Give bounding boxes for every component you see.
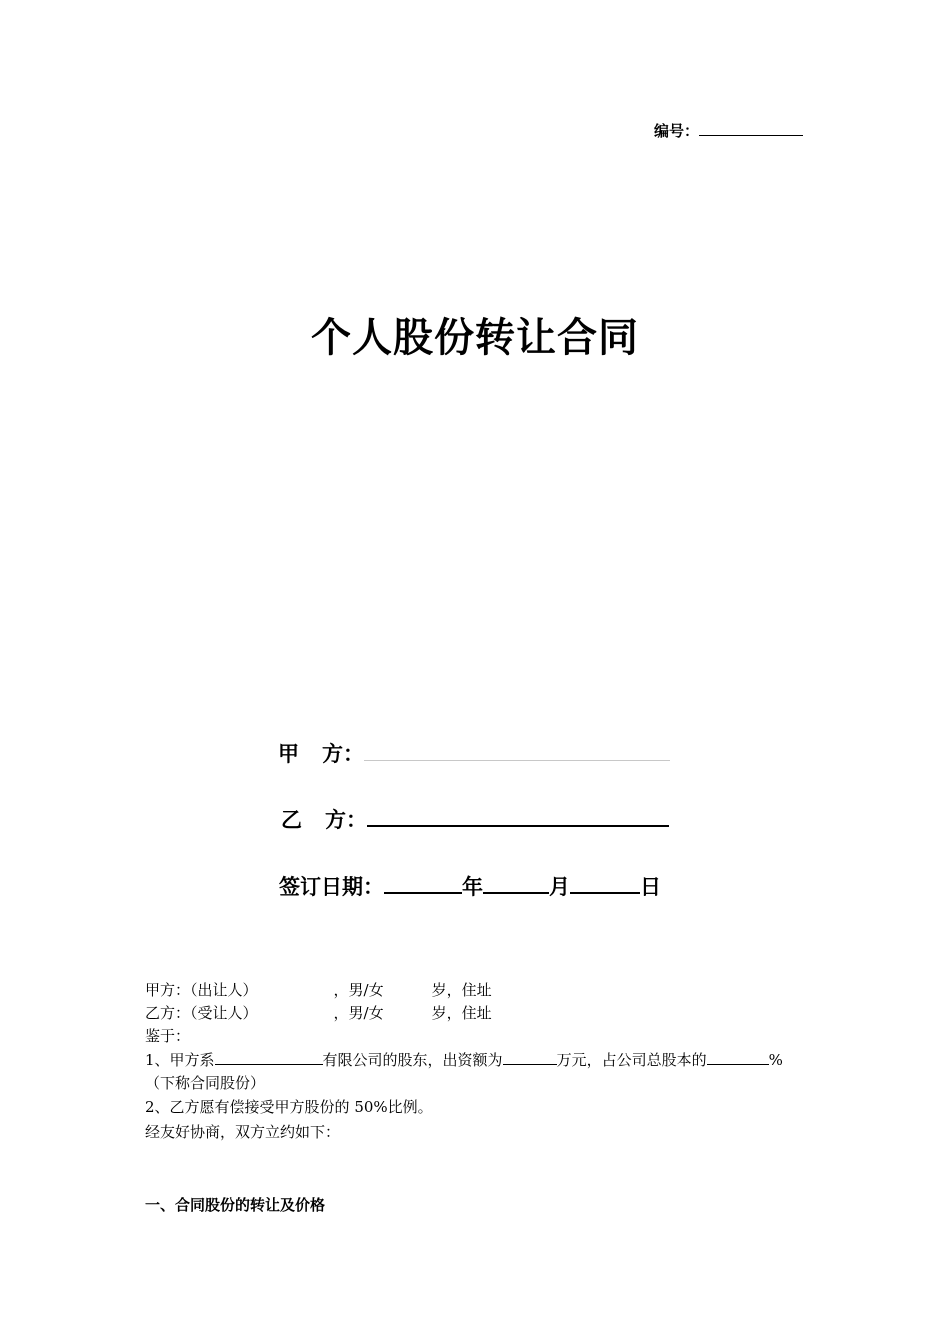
party-b-label-2: 方： <box>325 808 367 832</box>
cover-sign-date <box>279 871 661 901</box>
cover-party-a <box>278 738 670 768</box>
party-a-blank[interactable] <box>364 740 670 761</box>
party-a-age-address: 岁，住址 <box>431 981 492 999</box>
sign-day-unit: 日 <box>640 875 661 899</box>
party-a-prefix: 甲方：（出让人） <box>145 981 258 999</box>
party-a-gender: ，男/女 <box>333 981 384 999</box>
sign-month-blank[interactable] <box>483 872 549 894</box>
whereas-heading: 鉴于： <box>145 1027 191 1045</box>
party-b-age-address: 岁，住址 <box>431 1004 492 1022</box>
party-b-blank[interactable] <box>367 805 669 827</box>
item1-part-d: % <box>768 1051 783 1069</box>
company-name-blank[interactable] <box>215 1049 323 1065</box>
whereas-item-2: 2、乙方愿有偿接受甲方股份的 50%比例。 <box>145 1098 433 1116</box>
item1-part-c: 万元，占公司总股本的 <box>556 1051 707 1069</box>
party-a-label-1: 甲 <box>278 742 299 766</box>
party-a-line <box>145 979 492 1002</box>
party-b-line <box>145 1002 492 1025</box>
serial-number-blank[interactable] <box>699 121 803 136</box>
party-a-label-2: 方： <box>322 742 364 766</box>
serial-number-label: 编号： <box>654 122 700 140</box>
sign-year-unit: 年 <box>462 875 483 899</box>
sign-day-blank[interactable] <box>570 872 640 894</box>
document-title: 个人股份转让合同 <box>311 314 639 361</box>
cover-party-b <box>281 804 669 834</box>
whereas-item-1-cont: （下称合同股份） <box>145 1074 266 1092</box>
sign-month-unit: 月 <box>549 875 570 899</box>
item1-part-a: 1、甲方系 <box>145 1051 215 1069</box>
sign-year-blank[interactable] <box>384 872 462 894</box>
share-percent-blank[interactable] <box>707 1049 769 1065</box>
item1-part-b: 有限公司的股东，出资额为 <box>322 1051 503 1069</box>
sign-date-label: 签订日期： <box>279 875 384 899</box>
serial-number <box>654 120 803 141</box>
whereas-item-1 <box>145 1049 810 1072</box>
party-b-label-1: 乙 <box>281 808 302 832</box>
capital-amount-blank[interactable] <box>503 1049 557 1065</box>
agreement-intro: 经友好协商，双方立约如下： <box>145 1123 341 1141</box>
section-1-title: 一、合同股份的转让及价格 <box>145 1196 326 1214</box>
party-b-prefix: 乙方：（受让人） <box>145 1004 258 1022</box>
party-b-gender: ，男/女 <box>333 1004 384 1022</box>
